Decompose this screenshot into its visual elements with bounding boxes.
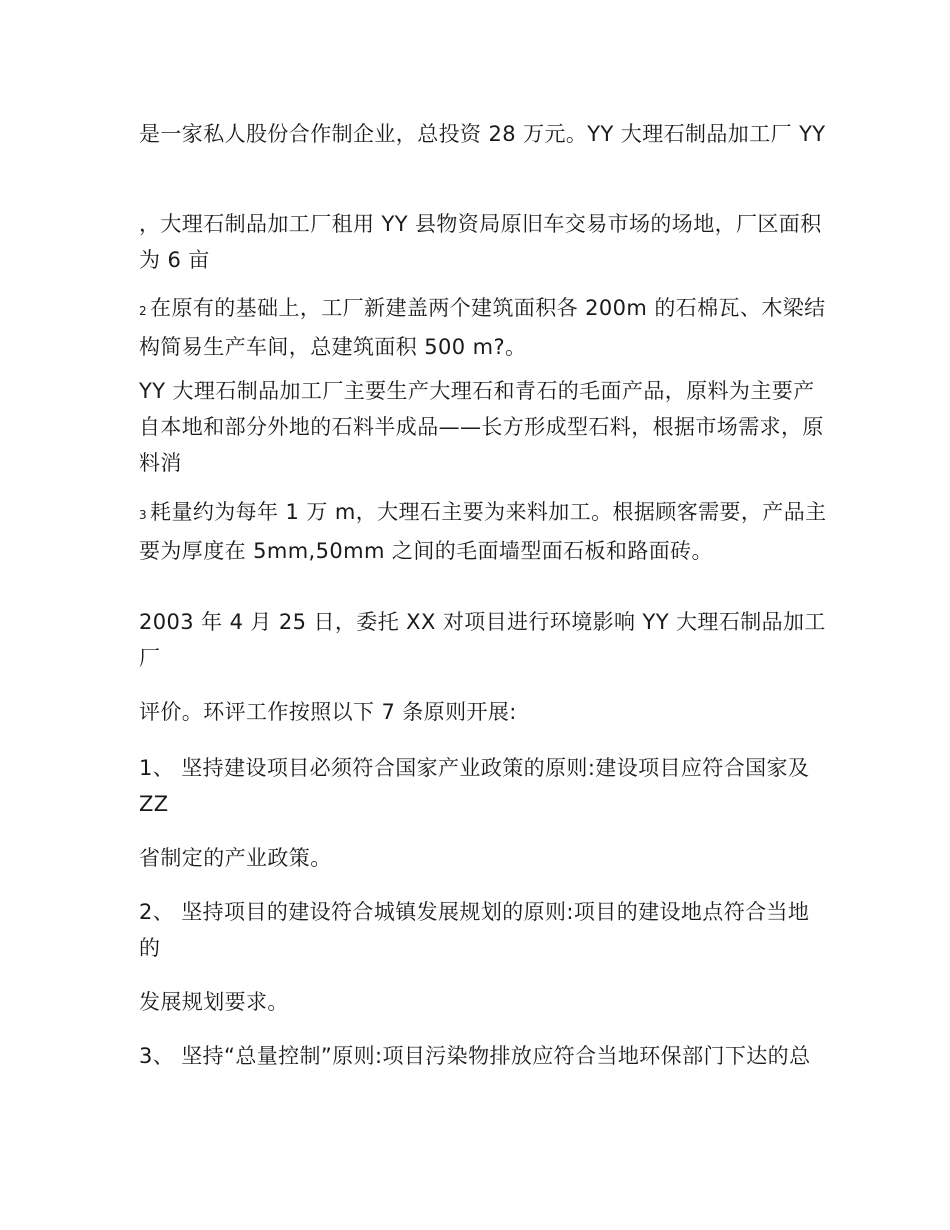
paragraph-text: 发展规划要求。 <box>139 990 289 1014</box>
paragraph-text: 省制定的产业政策。 <box>139 846 332 870</box>
paragraph-text: 耗量约为每年 1 万 m，大理石主要为来料加工。根据顾客需要，产品主要为厚度在 5mm,50mm 之间的毛面墙型面石板和路面砖。 <box>139 500 827 563</box>
paragraph-text: 在原有的基础上，工厂新建盖两个建筑面积各 200m 的石棉瓦、木梁结构简易生产车间，总建筑面积 500 m?。 <box>139 296 826 359</box>
paragraph-text: 是一家私人股份合作制企业，总投资 28 万元。YY 大理石制品加工厂 YY <box>139 122 826 146</box>
paragraph-company-intro <box>139 116 829 152</box>
paragraph-text: ，大理石制品加工厂租用 YY 县物资局原旧车交易市场的场地，厂区面积为 6 亩 <box>139 212 822 272</box>
paragraph-consumption <box>139 494 829 569</box>
superscript-marker: 3 <box>139 508 148 522</box>
paragraph-text: 2003 年 4 月 25 日，委托 XX 对项目进行环境影响 YY 大理石制品加工厂 <box>139 610 826 670</box>
paragraph-principle-3 <box>139 1038 829 1074</box>
paragraph-principles-intro <box>139 694 829 730</box>
paragraph-products <box>139 373 829 481</box>
superscript-marker: 2 <box>139 304 148 318</box>
paragraph-text: 1、 坚持建设项目必须符合国家产业政策的原则:建设项目应符合国家及 ZZ <box>139 756 810 816</box>
paragraph-site-lease <box>139 206 829 278</box>
paragraph-text: 2、 坚持项目的建设符合城镇发展规划的原则:项目的建设地点符合当地的 <box>139 900 810 960</box>
paragraph-principle-2-cont <box>139 984 829 1020</box>
paragraph-text: 3、 坚持“总量控制”原则:项目污染物排放应符合当地环保部门下达的总 <box>139 1044 811 1068</box>
paragraph-principle-1-cont <box>139 840 829 876</box>
paragraph-text: 评价。环评工作按照以下 7 条原则开展: <box>139 700 517 724</box>
paragraph-text: YY 大理石制品加工厂主要生产大理石和青石的毛面产品，原料为主要产自本地和部分外地的石料半成品——长方形成型石料，根据市场需求，原料消 <box>139 379 824 475</box>
paragraph-principle-1 <box>139 750 829 822</box>
paragraph-principle-2 <box>139 894 829 966</box>
paragraph-workshop <box>139 290 829 365</box>
paragraph-commission <box>139 604 829 676</box>
